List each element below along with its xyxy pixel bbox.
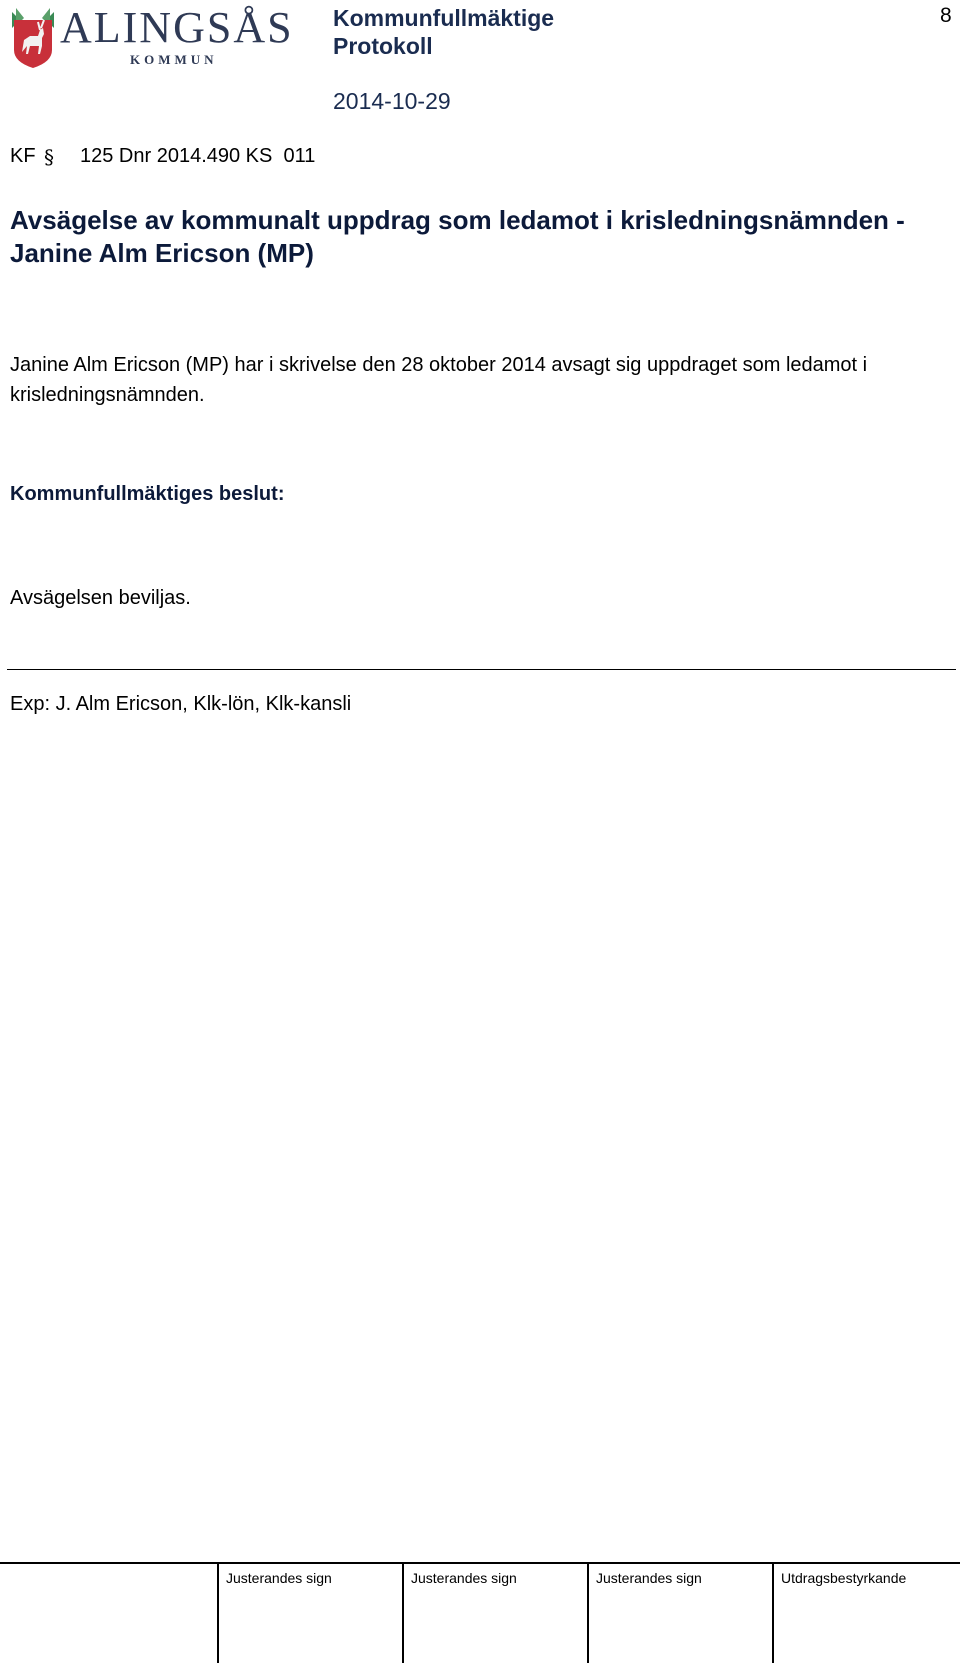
reference-number: 125 Dnr 2014.490 KS 011: [80, 145, 316, 167]
certification-label: Utdragsbestyrkande: [781, 1570, 907, 1586]
reference-body: KF: [10, 145, 36, 167]
signature-box: [217, 1563, 219, 1663]
signature-label: Justerandes sign: [411, 1570, 517, 1586]
document-type: Protokoll: [333, 33, 433, 59]
expedition-line: Exp: J. Alm Ericson, Klk-lön, Klk-kansli: [10, 693, 352, 715]
document-heading: Avsägelse av kommunalt uppdrag som ledamot i krisledningsnämnden - Janine Alm Ericson (MP): [10, 205, 905, 268]
logo-subtitle: KOMMUN: [130, 52, 218, 67]
logo-wordmark: ALINGSÅS: [60, 3, 294, 52]
decision-heading: Kommunfullmäktiges beslut:: [10, 483, 285, 505]
coat-of-arms-icon: [12, 8, 54, 68]
footer-divider: [0, 1562, 960, 1564]
signature-box: [587, 1563, 589, 1663]
page-number: 8: [940, 4, 952, 27]
divider: [7, 669, 956, 670]
signature-label: Justerandes sign: [226, 1570, 332, 1586]
signature-box: [402, 1563, 404, 1663]
decision-text: Avsägelsen beviljas.: [10, 587, 191, 609]
body-paragraph: Janine Alm Ericson (MP) har i skrivelse den 28 oktober 2014 avsagt sig uppdraget som ledamot i krisledningsnämnden.: [10, 354, 868, 406]
section-symbol: §: [44, 145, 54, 169]
signature-label: Justerandes sign: [596, 1570, 702, 1586]
signature-box: [772, 1563, 774, 1663]
org-title: Kommunfullmäktige: [333, 5, 555, 31]
document-date: 2014-10-29: [333, 88, 451, 114]
